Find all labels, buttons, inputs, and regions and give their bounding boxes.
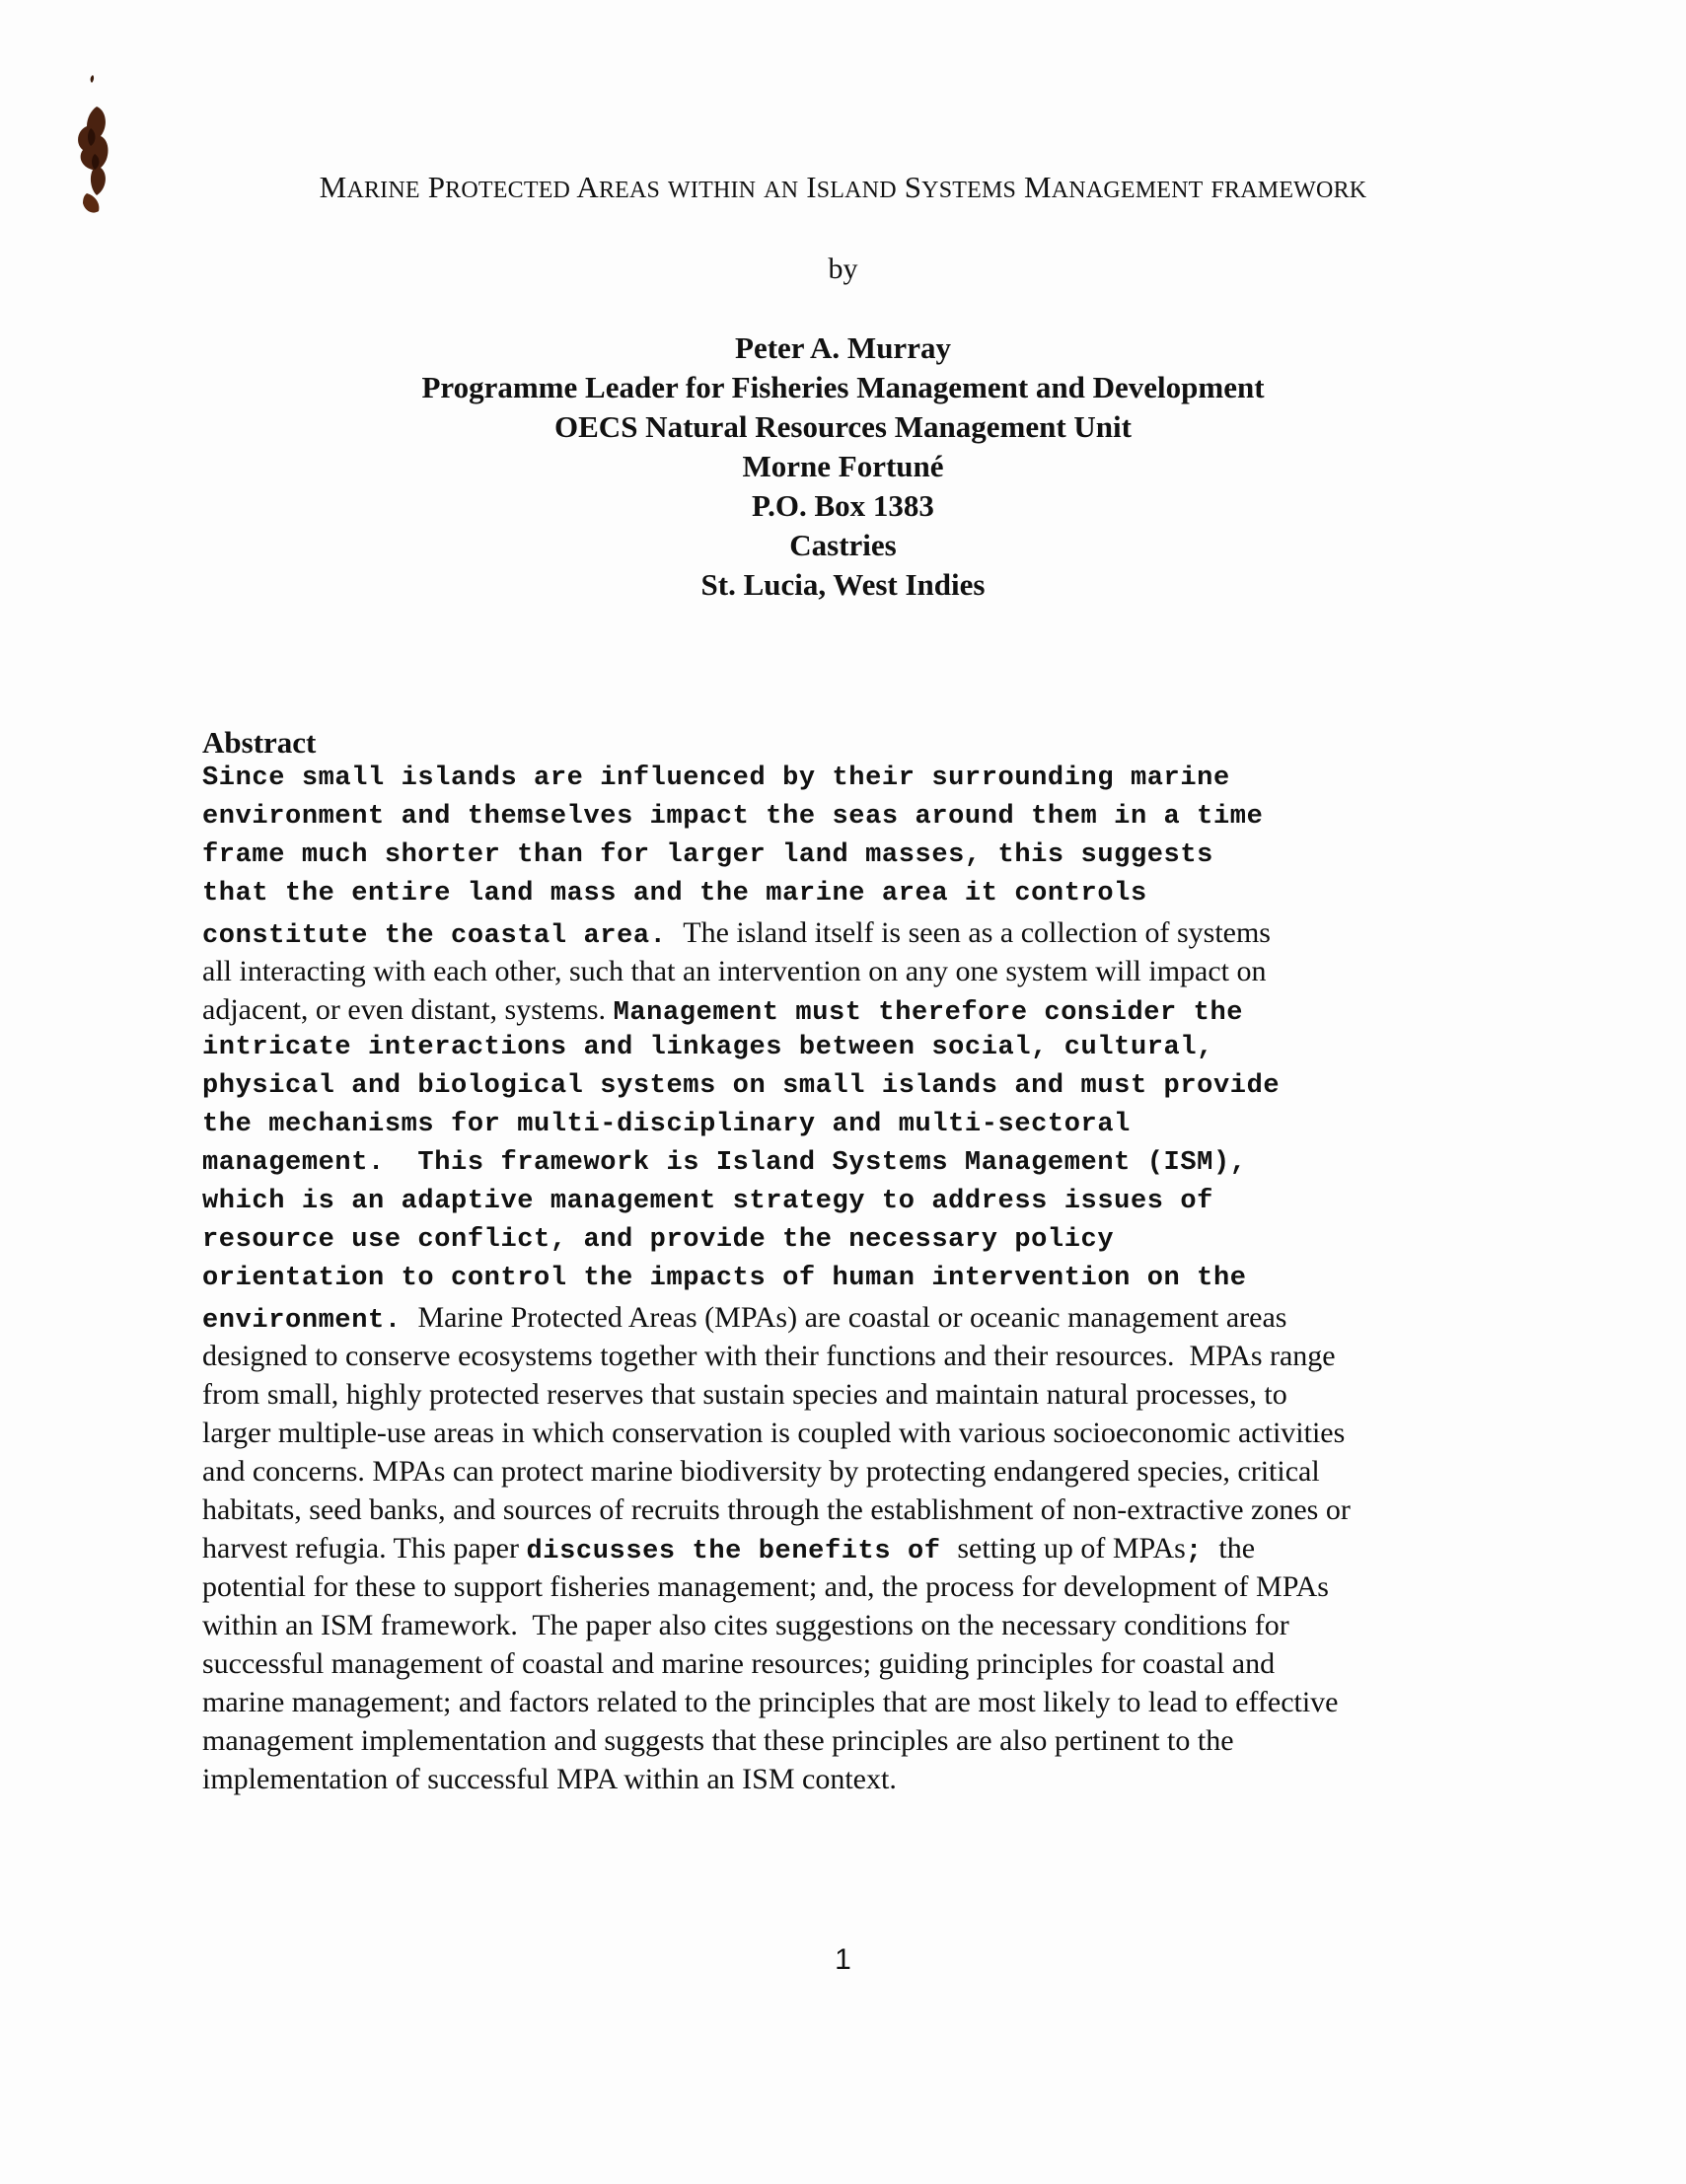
abstract-text-segment: environment and themselves impact the seas around them in a time — [202, 802, 1264, 832]
title-word — [668, 170, 756, 204]
author-organization: OECS Natural Resources Management Unit — [554, 409, 1132, 444]
abstract-line — [202, 1183, 1495, 1221]
abstract-text-segment: harvest refugia. This paper — [202, 1532, 527, 1565]
title-initial: M — [1024, 170, 1052, 204]
abstract-text-segment: Management must therefore consider the — [613, 998, 1244, 1028]
page-number: 1 — [835, 1943, 851, 1976]
byline: by — [828, 253, 858, 285]
title-word — [1024, 170, 1204, 204]
abstract-body — [202, 760, 1495, 1798]
abstract-text-segment: habitats, seed banks, and sources of recruits through the establishment of non-extractive zones or — [202, 1493, 1351, 1526]
abstract-text-segment: physical and biological systems on small islands and must provide — [202, 1071, 1281, 1101]
title-rest: ARINE — [346, 178, 420, 203]
title-initial: P — [427, 170, 446, 204]
abstract-text-segment: environment. — [202, 1306, 418, 1336]
abstract-line — [202, 1067, 1495, 1106]
paper-title — [0, 170, 1686, 205]
title-word — [1211, 170, 1367, 204]
address-line-1: Morne Fortuné — [742, 449, 944, 483]
abstract-line — [202, 1337, 1495, 1375]
abstract-text-segment: setting up of MPAs — [957, 1532, 1186, 1565]
abstract-line — [202, 1221, 1495, 1260]
abstract-text-segment: designed to conserve ecosystems together with their functions and their resources. MPAs range — [202, 1340, 1336, 1372]
abstract-line — [202, 1721, 1495, 1760]
address-line-3: Castries — [789, 528, 897, 562]
abstract-text-segment: Since small islands are influenced by their surrounding marine — [202, 764, 1230, 793]
abstract-text-segment: management. This framework is Island Systems Management (ISM), — [202, 1148, 1247, 1178]
abstract-line — [202, 1260, 1495, 1298]
abstract-text-segment: all interacting with each other, such that an intervention on any one system will impact on — [202, 955, 1267, 987]
abstract-line — [202, 1144, 1495, 1183]
author-block — [0, 328, 1686, 605]
abstract-line — [202, 1491, 1495, 1529]
abstract-line — [202, 798, 1495, 837]
abstract-line — [202, 1375, 1495, 1414]
author-name: Peter A. Murray — [735, 330, 951, 365]
title-initial: M — [319, 170, 347, 204]
abstract-text-segment: potential for these to support fisheries management; and, the process for development of MPAs — [202, 1570, 1329, 1603]
abstract-heading: Abstract — [202, 725, 317, 760]
abstract-text-segment: successful management of coastal and marine resources; guiding principles for coastal and — [202, 1647, 1276, 1680]
abstract-text-segment: marine management; and factors related to the principles that are most likely to lead to effective — [202, 1686, 1339, 1718]
abstract-line — [202, 1567, 1495, 1606]
abstract-line — [202, 875, 1495, 913]
title-word — [806, 170, 897, 204]
abstract-line — [202, 1298, 1495, 1337]
abstract-text-segment: ; — [1185, 1537, 1219, 1566]
abstract-text-segment: that the entire land mass and the marine area it controls — [202, 879, 1147, 909]
author-position: Programme Leader for Fisheries Management and Development — [421, 370, 1265, 404]
title-rest: ANAGEMENT — [1051, 178, 1204, 203]
abstract-line — [202, 760, 1495, 798]
abstract-line — [202, 837, 1495, 875]
title-initial: A — [576, 170, 599, 204]
abstract-text-segment: the mechanisms for multi-disciplinary and multi-sectoral — [202, 1110, 1131, 1139]
abstract-text-segment: from small, highly protected reserves that sustain species and maintain natural processes, to — [202, 1378, 1287, 1411]
title-word — [428, 170, 570, 204]
abstract-text-segment: constitute the coastal area. — [202, 921, 684, 951]
abstract-text-segment: The island itself is seen as a collection of systems — [683, 916, 1271, 949]
abstract-text-segment: Marine Protected Areas (MPAs) are coastal or oceanic management areas — [417, 1301, 1287, 1334]
title-word — [320, 170, 420, 204]
abstract-line — [202, 1644, 1495, 1683]
title-word — [576, 170, 660, 204]
title-initial: I — [806, 170, 817, 204]
abstract-text-segment: adjacent, or even distant, systems. — [202, 993, 614, 1026]
abstract-line — [202, 913, 1495, 952]
title-word — [905, 170, 1016, 204]
address-line-4: St. Lucia, West Indies — [700, 567, 986, 602]
abstract-text-segment: management implementation and suggests that these principles are also pertinent to the — [202, 1724, 1234, 1757]
title-initial: S — [904, 170, 922, 204]
abstract-line — [202, 1106, 1495, 1144]
address-line-2: P.O. Box 1383 — [752, 488, 934, 523]
title-rest: YSTEMS — [921, 178, 1017, 203]
abstract-line — [202, 1529, 1495, 1567]
abstract-text-segment: frame much shorter than for larger land masses, this suggests — [202, 840, 1213, 870]
abstract-text-segment: implementation of successful MPA within an ISM context. — [202, 1763, 897, 1795]
abstract-text-segment: the — [1218, 1532, 1256, 1565]
abstract-line — [202, 1029, 1495, 1067]
abstract-text-segment: discusses the benefits of — [526, 1537, 958, 1566]
abstract-line — [202, 952, 1495, 990]
title-word — [764, 170, 798, 204]
abstract-text-segment: larger multiple-use areas in which conservation is coupled with various socioeconomic activities — [202, 1417, 1346, 1449]
abstract-text-segment: resource use conflict, and provide the necessary policy — [202, 1225, 1115, 1255]
title-rest: SLAND — [816, 178, 897, 203]
title-rest: REAS — [598, 178, 661, 203]
abstract-line — [202, 1606, 1495, 1644]
title-rest: WITHIN — [668, 178, 757, 203]
abstract-text-segment: and concerns. MPAs can protect marine biodiversity by protecting endangered species, critical — [202, 1455, 1320, 1488]
abstract-line — [202, 1683, 1495, 1721]
abstract-text-segment: within an ISM framework. The paper also cites suggestions on the necessary conditions for — [202, 1609, 1289, 1641]
title-rest: ROTECTED — [445, 178, 571, 203]
abstract-line — [202, 990, 1495, 1029]
title-rest: AN — [764, 178, 799, 203]
abstract-line — [202, 1760, 1495, 1798]
abstract-line — [202, 1414, 1495, 1452]
abstract-line — [202, 1452, 1495, 1491]
abstract-text-segment: orientation to control the impacts of human intervention on the — [202, 1264, 1247, 1293]
title-rest: FRAMEWORK — [1210, 178, 1367, 203]
abstract-text-segment: intricate interactions and linkages between social, cultural, — [202, 1033, 1213, 1062]
abstract-text-segment: which is an adaptive management strategy to address issues of — [202, 1187, 1213, 1216]
